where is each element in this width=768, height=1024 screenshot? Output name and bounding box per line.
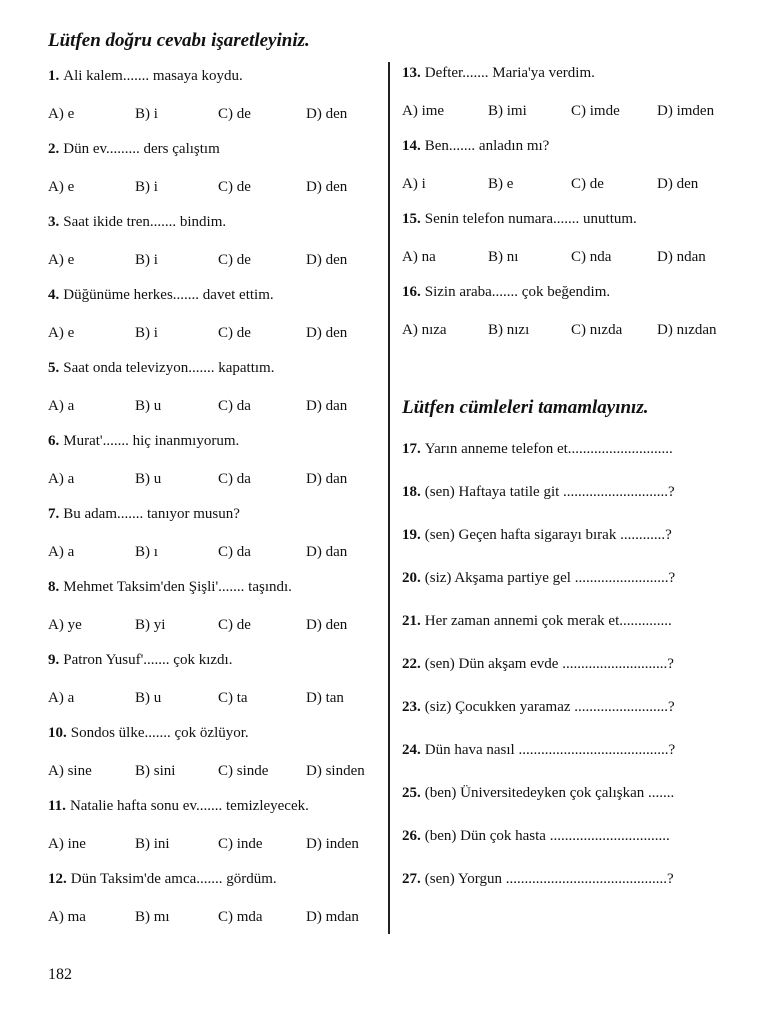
item-text: (ben) Üniversitedeyken çok çalışkan ....... [424, 785, 675, 801]
option-c[interactable]: C) ta [218, 690, 248, 706]
item-number: 25. [402, 785, 421, 801]
option-d[interactable]: D) dan [306, 471, 348, 487]
question-item [48, 650, 388, 723]
question-text: Bu adam....... tanıyor musun? [63, 506, 240, 522]
item-number: 26. [402, 828, 421, 844]
fill-in-column [402, 439, 728, 912]
option-b[interactable]: B) i [135, 325, 158, 341]
option-c[interactable]: C) da [218, 398, 251, 414]
option-c[interactable]: C) de [218, 325, 251, 341]
option-d[interactable]: D) nızdan [657, 322, 717, 338]
page-number: 182 [48, 966, 72, 983]
item-number: 24. [402, 742, 421, 758]
question-item [402, 282, 742, 355]
item-text: (sen) Dün akşam evde ............................? [424, 656, 674, 672]
option-d[interactable]: D) den [306, 106, 348, 122]
fill-item[interactable] [402, 482, 728, 525]
option-d[interactable]: D) den [306, 252, 348, 268]
option-c[interactable]: C) de [218, 617, 251, 633]
question-item [48, 869, 388, 942]
item-text: (sen) Geçen hafta sigarayı bırak ............? [424, 527, 672, 543]
right-question-column [402, 63, 742, 355]
option-c[interactable]: C) de [218, 252, 251, 268]
question-item [402, 209, 742, 282]
item-text: Dün hava nasıl ........................................? [424, 742, 676, 758]
question-number: 4. [48, 287, 60, 303]
question-item [48, 796, 388, 869]
question-number: 1. [48, 68, 60, 84]
option-a[interactable]: A) a [48, 544, 75, 560]
item-text: (sen) Yorgun ...........................................? [424, 871, 674, 887]
option-b[interactable]: B) i [135, 252, 158, 268]
item-number: 22. [402, 656, 421, 672]
option-a[interactable]: A) a [48, 471, 75, 487]
question-text: Sondos ülke....... çok özlüyor. [70, 725, 249, 741]
option-c[interactable]: C) nızda [571, 322, 623, 338]
question-item [48, 285, 388, 358]
fill-item[interactable] [402, 568, 728, 611]
option-b[interactable]: B) nızı [488, 322, 530, 338]
option-d[interactable]: D) mdan [306, 909, 359, 925]
question-number: 6. [48, 433, 60, 449]
question-item [48, 431, 388, 504]
option-d[interactable]: D) den [306, 325, 348, 341]
question-number: 8. [48, 579, 60, 595]
question-item [48, 577, 388, 650]
question-item [48, 212, 388, 285]
question-text: Düğünüme herkes....... davet ettim. [63, 287, 274, 303]
question-text: Sizin araba....... çok beğendim. [424, 284, 611, 300]
option-d[interactable]: D) ndan [657, 249, 706, 265]
option-c[interactable]: C) da [218, 544, 251, 560]
option-a[interactable]: A) e [48, 179, 75, 195]
question-text: Natalie hafta sonu ev....... temizleyecek. [69, 798, 309, 814]
option-d[interactable]: D) den [657, 176, 699, 192]
option-b[interactable]: B) sini [135, 763, 176, 779]
item-text: (sen) Haftaya tatile git ............................? [424, 484, 675, 500]
option-b[interactable]: B) ı [135, 544, 158, 560]
item-text: (ben) Dün çok hasta ................................ [424, 828, 670, 844]
option-a[interactable]: A) ime [402, 103, 445, 119]
fill-item[interactable] [402, 697, 728, 740]
item-text: Yarın anneme telefon et............................ [424, 441, 673, 457]
option-a[interactable]: A) ye [48, 617, 82, 633]
item-number: 27. [402, 871, 421, 887]
option-a[interactable]: A) ma [48, 909, 86, 925]
option-a[interactable]: A) sine [48, 763, 92, 779]
option-c[interactable]: C) imde [571, 103, 620, 119]
option-a[interactable]: A) e [48, 106, 75, 122]
question-number: 11. [48, 798, 66, 814]
question-text: Saat ikide tren....... bindim. [63, 214, 227, 230]
question-item [48, 139, 388, 212]
option-c[interactable]: C) de [571, 176, 604, 192]
option-a[interactable]: A) i [402, 176, 426, 192]
question-text: Saat onda televizyon....... kapattım. [63, 360, 275, 376]
option-a[interactable]: A) ine [48, 836, 86, 852]
option-d[interactable]: D) den [306, 617, 348, 633]
option-b[interactable]: B) ini [135, 836, 170, 852]
question-number: 7. [48, 506, 60, 522]
option-b[interactable]: B) nı [488, 249, 519, 265]
question-item [48, 504, 388, 577]
option-a[interactable]: A) e [48, 252, 75, 268]
item-number: 18. [402, 484, 421, 500]
item-text: Her zaman annemi çok merak et.............. [424, 613, 672, 629]
option-c[interactable]: C) de [218, 179, 251, 195]
question-number: 13. [402, 65, 421, 81]
question-number: 10. [48, 725, 67, 741]
item-number: 20. [402, 570, 421, 586]
item-text: (siz) Akşama partiye gel .........................? [424, 570, 676, 586]
fill-item[interactable] [402, 869, 728, 912]
item-number: 23. [402, 699, 421, 715]
question-number: 14. [402, 138, 421, 154]
question-text: Mehmet Taksim'den Şişli'....... taşındı. [63, 579, 292, 595]
left-question-column [48, 66, 388, 942]
question-item [48, 723, 388, 796]
right-section-title: Lütfen cümleleri tamamlayınız. [402, 397, 649, 418]
question-item [48, 358, 388, 431]
option-d[interactable]: D) imden [657, 103, 715, 119]
question-item [402, 136, 742, 209]
option-d[interactable]: D) dan [306, 544, 348, 560]
question-text: Dün Taksim'de amca....... gördüm. [70, 871, 277, 887]
question-number: 12. [48, 871, 67, 887]
option-d[interactable]: D) dan [306, 398, 348, 414]
option-a[interactable]: A) na [402, 249, 436, 265]
question-number: 9. [48, 652, 60, 668]
question-number: 2. [48, 141, 60, 157]
column-divider [388, 62, 390, 934]
option-c[interactable]: C) de [218, 106, 251, 122]
question-text: Dün ev......... ders çalıştım [63, 141, 220, 157]
question-item [402, 63, 742, 136]
option-c[interactable]: C) inde [218, 836, 263, 852]
question-number: 15. [402, 211, 421, 227]
question-number: 16. [402, 284, 421, 300]
fill-item[interactable] [402, 611, 728, 654]
question-text: Murat'....... hiç inanmıyorum. [63, 433, 240, 449]
option-b[interactable]: B) u [135, 690, 162, 706]
option-b[interactable]: B) imi [488, 103, 527, 119]
option-c[interactable]: C) da [218, 471, 251, 487]
fill-item[interactable] [402, 740, 728, 783]
fill-item[interactable] [402, 439, 728, 482]
fill-item[interactable] [402, 826, 728, 869]
option-a[interactable]: A) a [48, 690, 75, 706]
option-b[interactable]: B) e [488, 176, 514, 192]
item-text: (siz) Çocukken yaramaz .........................? [424, 699, 675, 715]
question-text: Ben....... anladın mı? [424, 138, 550, 154]
option-c[interactable]: C) mda [218, 909, 263, 925]
option-b[interactable]: B) i [135, 106, 158, 122]
item-number: 21. [402, 613, 421, 629]
fill-item[interactable] [402, 525, 728, 568]
option-d[interactable]: D) tan [306, 690, 344, 706]
option-d[interactable]: D) den [306, 179, 348, 195]
question-number: 5. [48, 360, 60, 376]
question-text: Ali kalem....... masaya koydu. [63, 68, 243, 84]
option-d[interactable]: D) sinden [306, 763, 365, 779]
question-text: Defter....... Maria'ya verdim. [424, 65, 595, 81]
item-number: 19. [402, 527, 421, 543]
fill-item[interactable] [402, 654, 728, 697]
question-text: Patron Yusuf'....... çok kızdı. [63, 652, 233, 668]
option-c[interactable]: C) nda [571, 249, 612, 265]
question-item [48, 66, 388, 139]
fill-item[interactable] [402, 783, 728, 826]
option-b[interactable]: B) u [135, 398, 162, 414]
option-b[interactable]: B) mı [135, 909, 170, 925]
question-text: Senin telefon numara....... unuttum. [424, 211, 637, 227]
question-number: 3. [48, 214, 60, 230]
option-a[interactable]: A) a [48, 398, 75, 414]
option-b[interactable]: B) yi [135, 617, 166, 633]
left-section-title: Lütfen doğru cevabı işaretleyiniz. [48, 30, 310, 51]
option-b[interactable]: B) i [135, 179, 158, 195]
option-a[interactable]: A) nıza [402, 322, 447, 338]
option-d[interactable]: D) inden [306, 836, 359, 852]
option-a[interactable]: A) e [48, 325, 75, 341]
option-b[interactable]: B) u [135, 471, 162, 487]
option-c[interactable]: C) sinde [218, 763, 269, 779]
item-number: 17. [402, 441, 421, 457]
